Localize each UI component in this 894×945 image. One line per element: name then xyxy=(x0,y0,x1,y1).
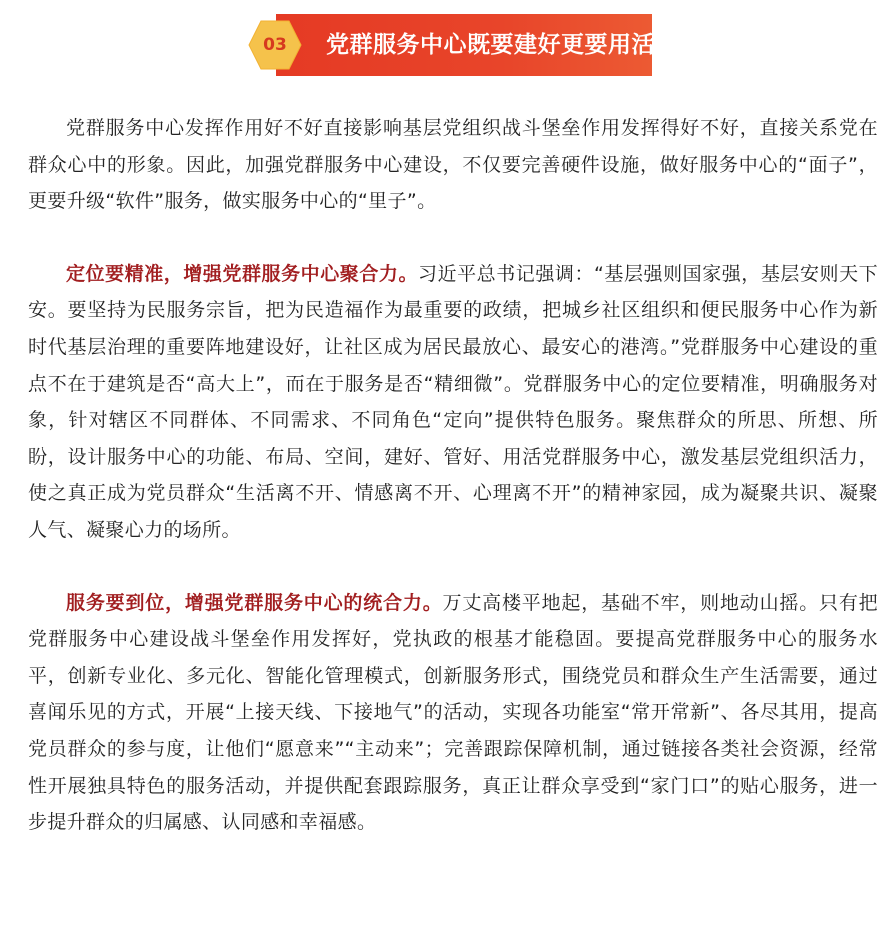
paragraph-text: 习近平总书记强调：“基层强则国家强，基层安则天下安。要坚持为民服务宗旨，把为民造福作为最重要的政绩，把城乡社区组织和便民服务中心作为新时代基层治理的重要阵地建设好，让社区成为居民最放心、最安心的港湾。”党群服务中心建设的重点不在于建筑是否“高大上”，而在于服务是否“精细微”。党群服务中心的定位要精准，明确服务对象，针对辖区不同群体、不同需求、不同角色“定向”提供特色服务。聚焦群众的所思、所想、所盼，设计服务中心的功能、布局、空间，建好、管好、用活党群服务中心，激发基层党组织活力，使之真正成为党员群众“生活离不开、情感离不开、心理离不开”的精神家园，成为凝聚共识、凝聚人气、凝聚心力的场所。 xyxy=(28,262,878,541)
section-header xyxy=(248,14,655,76)
paragraph-positioning xyxy=(28,256,878,549)
section-title-bar xyxy=(276,14,655,76)
article-body xyxy=(28,110,878,841)
section-number: 03 xyxy=(263,35,287,55)
section-title: 党群服务中心既要建好更要用活 xyxy=(326,32,655,58)
paragraph-intro xyxy=(28,110,878,220)
paragraph-text: 万丈高楼平地起，基础不牢，则地动山摇。只有把党群服务中心建设战斗堡垒作用发挥好，党执政的根基才能稳固。要提高党群服务中心的服务水平，创新专业化、多元化、智能化管理模式，创新服务形式，围绕党员和群众生产生活需要，通过喜闻乐见的方式，开展“上接天线、下接地气”的活动，实现各功能室“常开常新”、各尽其用，提高党员群众的参与度，让他们“愿意来”“主动来”；完善跟踪保障机制，通过链接各类社会资源，经常性开展独具特色的服务活动，并提供配套跟踪服务，真正让群众享受到“家门口”的贴心服务，进一步提升群众的归属感、认同感和幸福感。 xyxy=(28,591,879,834)
paragraph-text: 党群服务中心发挥作用好不好直接影响基层党组织战斗堡垒作用发挥得好不好，直接关系党在群众心中的形象。因此，加强党群服务中心建设，不仅要完善硬件设施，做好服务中心的“面子”，更要升级“软件”服务，做实服务中心的“里子”。 xyxy=(28,117,878,213)
paragraph-lead: 定位要精准，增强党群服务中心聚合力。 xyxy=(66,262,419,285)
paragraph-service xyxy=(28,585,878,841)
paragraph-lead: 服务要到位，增强党群服务中心的统合力。 xyxy=(66,591,443,614)
section-number-badge xyxy=(248,20,302,70)
